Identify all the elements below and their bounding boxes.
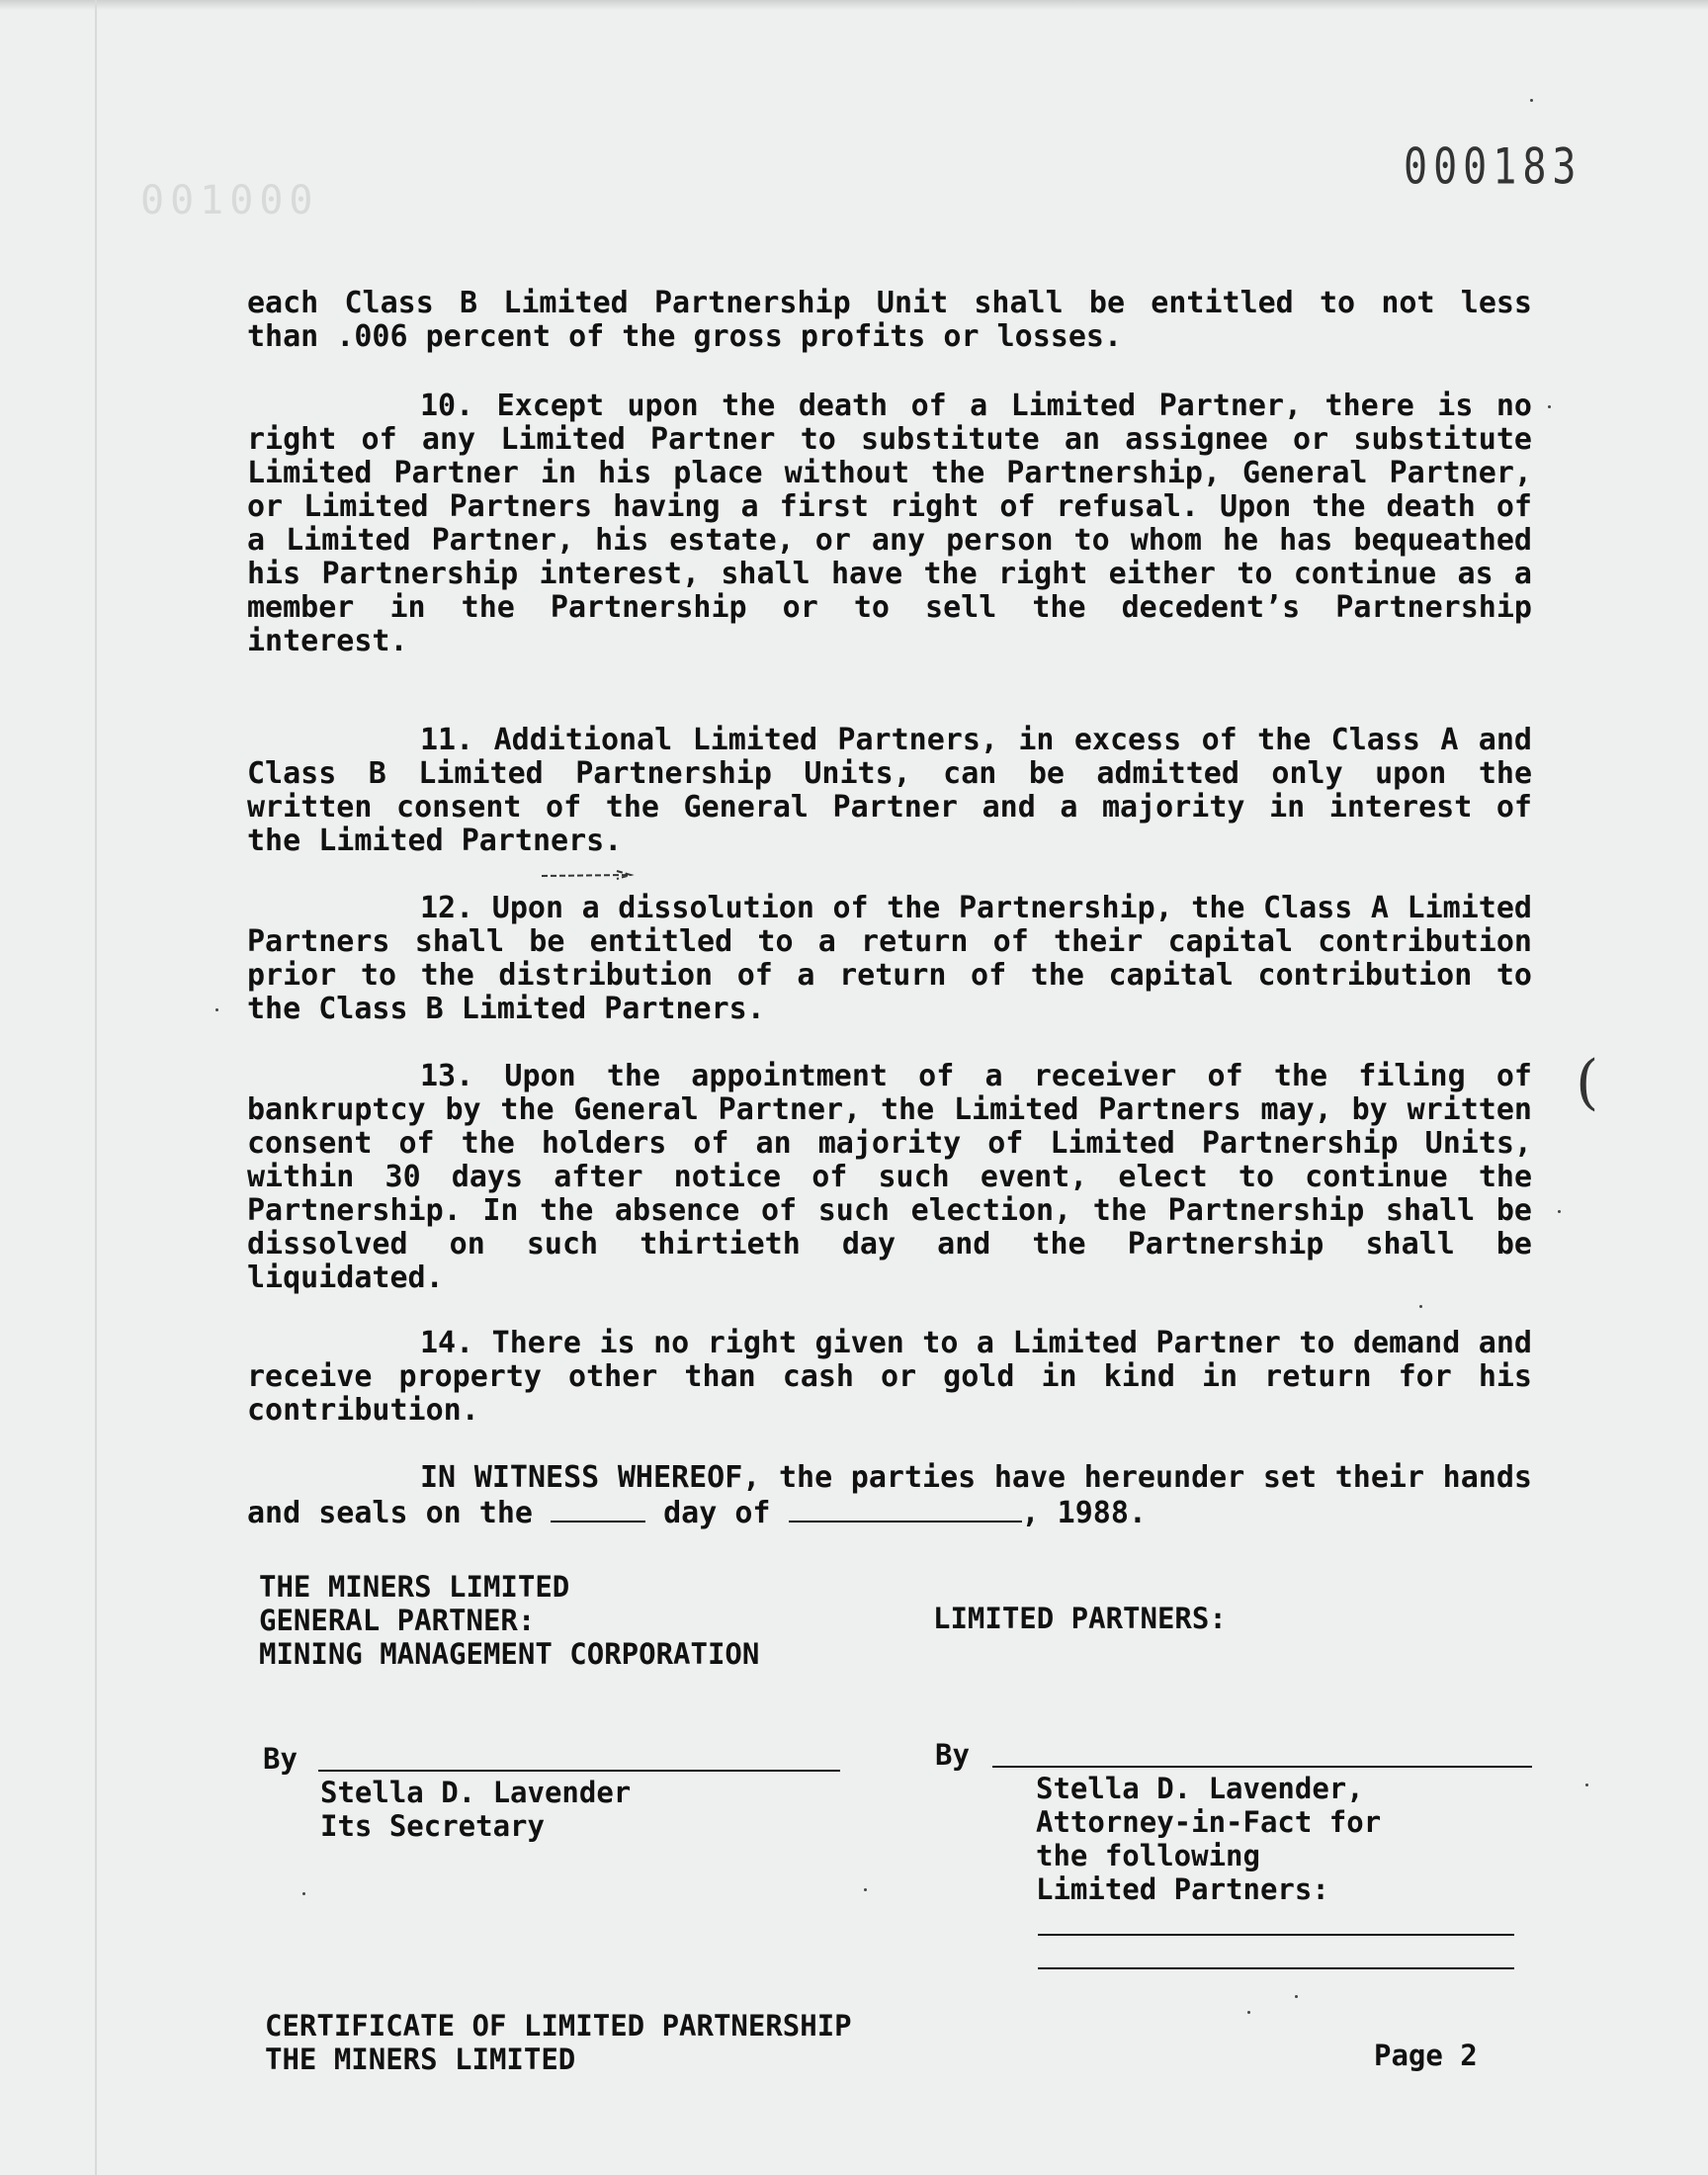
paragraph-14: 14. There is no right given to a Limited Partner to demand and receive property other than cash or gold in kind in return for his contribution. bbox=[247, 1326, 1532, 1428]
day-blank[interactable] bbox=[551, 1495, 645, 1522]
scan-speck bbox=[1295, 1995, 1298, 1998]
scan-speck bbox=[1548, 405, 1551, 408]
paragraph-12: 12. Upon a dissolution of the Partnership, the Class A Limited Partners shall be entitled to a return of their capital contribution prior to the distribution of a return of the capital contribution to the Class B Limited Partners. bbox=[247, 891, 1532, 1026]
paragraph-13: 13. Upon the appointment of a receiver of the filing of bankruptcy by the General Partner, the Limited Partners may, by written consent of the holders of an majority of Limited Partnership Units, within 30 days after notice of such event, elect to continue the Partnership. In the absence of such election, the Partnership shall be dissolved on such thirtieth day and the Partnership shall be liquidated. bbox=[247, 1059, 1532, 1295]
limited-partner-line-1[interactable] bbox=[1038, 1934, 1514, 1936]
general-partner-block: THE MINERS LIMITED GENERAL PARTNER: MINING MANAGEMENT CORPORATION bbox=[259, 1570, 760, 1671]
limited-partner-line-2[interactable] bbox=[1038, 1967, 1514, 1969]
witness-clause bbox=[247, 1461, 1532, 1530]
month-blank[interactable] bbox=[789, 1495, 1022, 1522]
paragraph-10: 10. Except upon the death of a Limited Partner, there is no right of any Limited Partner to substitute an assignee or substitute Limited Partner in his place without the Partnership, General Partner, or Limited Partners having a first right of refusal. Upon the death of a Limited Partner, his estate, or any person to whom he has bequeathed his Partnership interest, shall have the right either to continue as a member in the Partnership or to sell the decedent’s Partnership interest. bbox=[247, 389, 1532, 658]
limited-partners-heading: LIMITED PARTNERS: bbox=[933, 1602, 1227, 1635]
paragraph-continuation: each Class B Limited Partnership Unit shall be entitled to not less than .006 percent of the gross profits or losses. bbox=[247, 286, 1532, 354]
witness-text-2: day of bbox=[663, 1496, 771, 1530]
by-label-right: By bbox=[935, 1738, 970, 1772]
scan-speck bbox=[1247, 2011, 1250, 2014]
signer-left: Stella D. Lavender Its Secretary bbox=[320, 1776, 632, 1843]
scan-speck bbox=[302, 1892, 305, 1895]
margin-bracket-mark: ( bbox=[1576, 1048, 1599, 1117]
signature-line-left[interactable] bbox=[318, 1770, 840, 1772]
witness-text-3: , 1988. bbox=[1021, 1496, 1147, 1530]
scan-top-edge bbox=[0, 0, 1708, 10]
scan-speck bbox=[1419, 1305, 1422, 1308]
faint-stamp: 001000 bbox=[140, 178, 319, 223]
by-label-left: By bbox=[263, 1742, 298, 1776]
footer-title: CERTIFICATE OF LIMITED PARTNERSHIP THE MINERS LIMITED bbox=[265, 2009, 852, 2076]
scan-left-edge bbox=[95, 0, 97, 2175]
scan-speck bbox=[1530, 99, 1533, 102]
signer-right: Stella D. Lavender, Attorney-in-Fact for the following Limited Partners: bbox=[1036, 1772, 1382, 1906]
handwritten-arrow-mark bbox=[540, 870, 637, 880]
scan-speck bbox=[1585, 1784, 1588, 1786]
witness-text-1: IN WITNESS WHEREOF, the parties have hereunder set their hands and seals on the bbox=[247, 1460, 1532, 1530]
paragraph-11: 11. Additional Limited Partners, in excess of the Class A and Class B Limited Partnership Units, can be admitted only upon the written consent of the General Partner and a majority in interest of the Limited Partners. bbox=[247, 723, 1532, 858]
scan-speck bbox=[215, 1008, 218, 1011]
page-stamp-number: 000183 bbox=[1404, 138, 1582, 196]
scan-speck bbox=[864, 1888, 867, 1891]
signature-line-right[interactable] bbox=[992, 1766, 1532, 1768]
scan-speck bbox=[1558, 1210, 1561, 1213]
page-number: Page 2 bbox=[1374, 2039, 1478, 2072]
